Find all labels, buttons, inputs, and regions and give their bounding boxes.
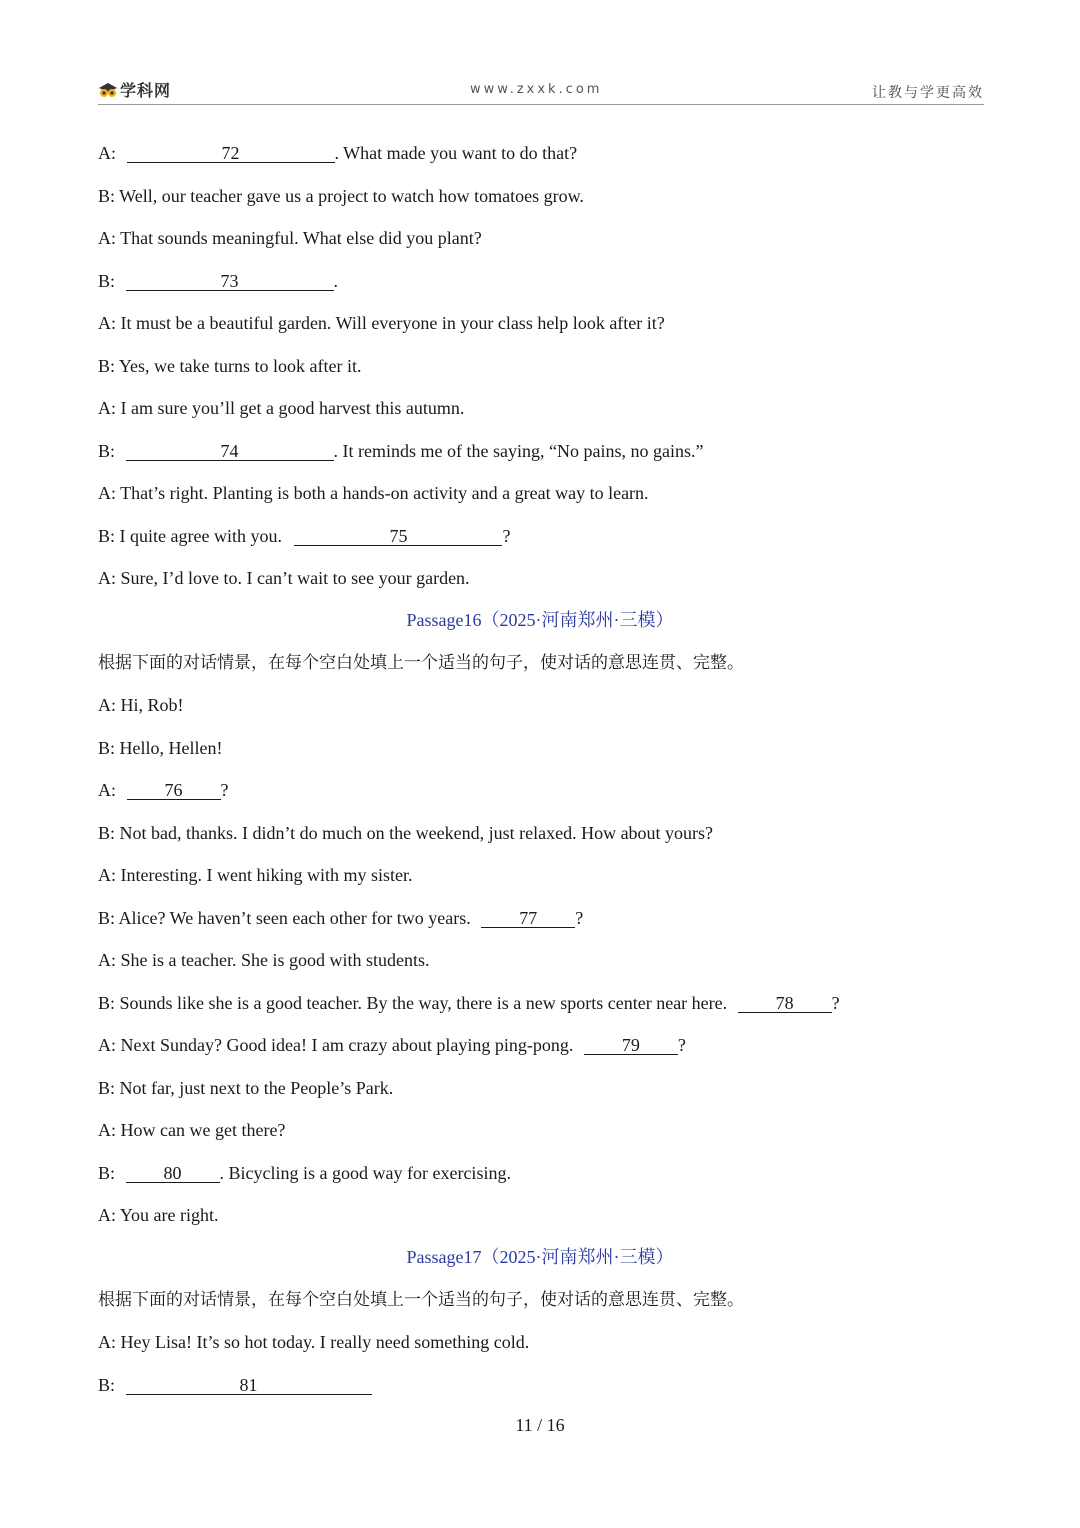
instruction: 根据下面的对话情景，在每个空白处填上一个适当的句子，使对话的意思连贯、完整。 xyxy=(98,1290,744,1310)
dialogue-line: B: Hello, Hellen! xyxy=(98,738,223,758)
logo-text: 学科网 xyxy=(120,81,172,100)
dialogue-line: A: That sounds meaningful. What else did you plant? xyxy=(98,228,482,248)
dialogue-line: B: Alice? We haven’t seen each other for two years. 77 ? xyxy=(98,908,584,928)
dialogue-line: B: 81 xyxy=(98,1374,372,1396)
dialogue-line: B: Sounds like she is a good teacher. By the way, there is a new sports center near here. 78 ? xyxy=(98,993,840,1013)
dialogue-line: B: Well, our teacher gave us a project to watch how tomatoes grow. xyxy=(98,186,584,206)
dialogue-line: B: 80 . Bicycling is a good way for exercising. xyxy=(98,1163,511,1183)
answer-blank-81[interactable]: 81 xyxy=(126,1376,372,1395)
answer-blank-80[interactable]: 80 xyxy=(126,1164,220,1183)
dialogue-line: A: You are right. xyxy=(98,1205,219,1225)
dialogue-line: B: Not bad, thanks. I didn’t do much on the weekend, just relaxed. How about yours? xyxy=(98,823,714,843)
dialogue-line: B: I quite agree with you. 75 ? xyxy=(98,526,511,546)
dialogue-line: A: Hey Lisa! It’s so hot today. I really need something cold. xyxy=(98,1332,530,1352)
dialogue-line: A: It must be a beautiful garden. Will everyone in your class help look after it? xyxy=(98,313,665,333)
dialogue-line: A: 72 . What made you want to do that? xyxy=(98,143,578,163)
dialogue-line: A: How can we get there? xyxy=(98,1120,286,1140)
passage-title: Passage17（2025·河南郑州·三模） xyxy=(406,1247,674,1267)
dialogue-line: A: I am sure you’ll get a good harvest this autumn. xyxy=(98,398,465,418)
dialogue-line: A: Hi, Rob! xyxy=(98,695,184,715)
page-number: 11 / 16 xyxy=(515,1415,565,1435)
answer-blank-76[interactable]: 76 xyxy=(127,781,221,800)
dialogue-line: A: 76 ? xyxy=(98,780,229,800)
dialogue-line: A: Interesting. I went hiking with my sister. xyxy=(98,865,413,885)
answer-blank-78[interactable]: 78 xyxy=(738,994,832,1013)
passage-title: Passage16（2025·河南郑州·三模） xyxy=(406,610,674,630)
answer-blank-74[interactable]: 74 xyxy=(126,442,334,461)
logo-icon xyxy=(98,82,118,98)
dialogue-line: A: Sure, I’d love to. I can’t wait to see your garden. xyxy=(98,568,470,588)
answer-blank-75[interactable]: 75 xyxy=(294,527,502,546)
dialogue-line: B: Yes, we take turns to look after it. xyxy=(98,356,362,376)
slogan: 让教与学更高效 xyxy=(872,85,984,101)
answer-blank-79[interactable]: 79 xyxy=(584,1036,678,1055)
answer-blank-77[interactable]: 77 xyxy=(481,909,575,928)
dialogue-line: A: Next Sunday? Good idea! I am crazy about playing ping-pong. 79 ? xyxy=(98,1035,686,1055)
instruction: 根据下面的对话情景，在每个空白处填上一个适当的句子，使对话的意思连贯、完整。 xyxy=(98,653,744,673)
dialogue-line: A: She is a teacher. She is good with students. xyxy=(98,950,430,970)
answer-blank-72[interactable]: 72 xyxy=(127,144,335,163)
dialogue-line: B: 74 . It reminds me of the saying, “No pains, no gains.” xyxy=(98,441,704,461)
dialogue-line: B: 73 . xyxy=(98,271,339,291)
page-header xyxy=(98,74,984,105)
answer-blank-73[interactable]: 73 xyxy=(126,272,334,291)
site-url: www.zxxk.com xyxy=(470,82,603,97)
logo xyxy=(98,78,171,101)
dialogue-line: B: Not far, just next to the People’s Park. xyxy=(98,1078,394,1098)
dialogue-line: A: That’s right. Planting is both a hands-on activity and a great way to learn. xyxy=(98,483,649,503)
